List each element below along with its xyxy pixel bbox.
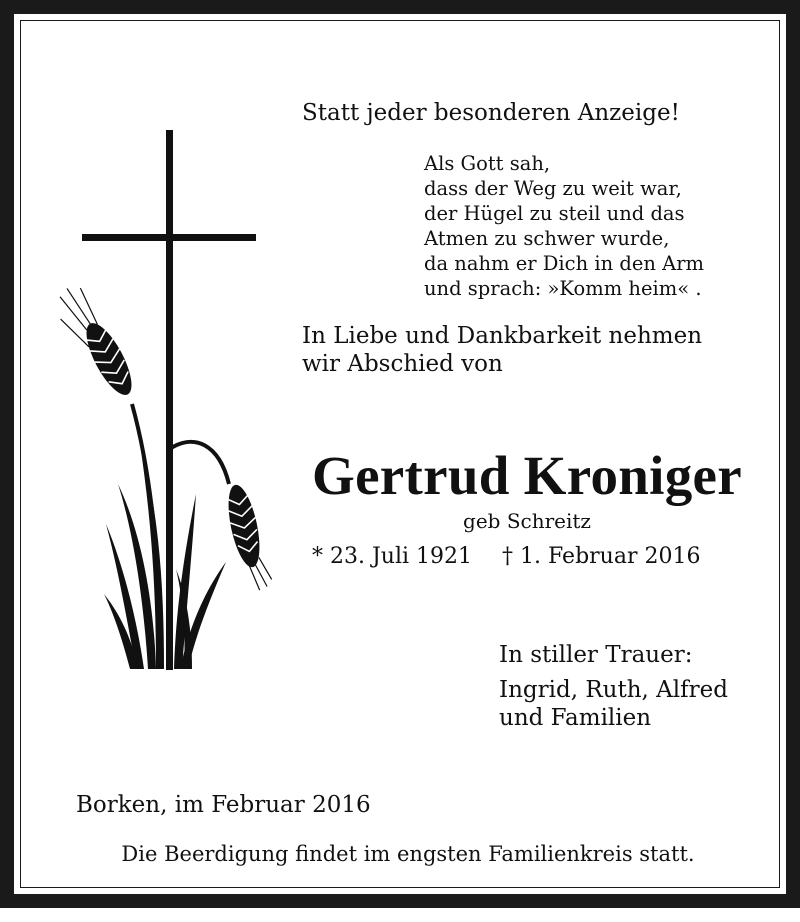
- farewell-line: In Liebe und Dankbarkeit nehmen: [302, 323, 703, 349]
- place-date: Borken, im Februar 2016: [76, 792, 371, 818]
- farewell-text: [302, 322, 702, 378]
- poem-line: Als Gott sah,: [424, 152, 551, 175]
- poem-line: Atmen zu schwer wurde,: [424, 227, 670, 250]
- grass-blades: [104, 444, 226, 669]
- mourning-label: In stiller Trauer:: [499, 642, 693, 668]
- wheat-ear-left: [49, 280, 140, 406]
- death-date: † 1. Februar 2016: [502, 544, 701, 569]
- poem-line: dass der Weg zu weit war,: [424, 177, 682, 200]
- headline: Statt jeder besonderen Anzeige!: [302, 100, 680, 126]
- poem-line: da nahm er Dich in den Arm: [424, 252, 705, 275]
- mourners-line: Ingrid, Ruth, Alfred: [499, 677, 728, 703]
- funeral-note: Die Beerdigung findet im engsten Familienkreis statt.: [121, 842, 695, 866]
- poem: [424, 151, 704, 301]
- maiden-name: geb Schreitz: [463, 509, 591, 533]
- birth-date: * 23. Juli 1921: [312, 544, 473, 569]
- life-dates: [312, 544, 700, 569]
- wheat-ear-right: [223, 482, 274, 594]
- poem-line: der Hügel zu steil und das: [424, 202, 685, 225]
- farewell-line: wir Abschied von: [302, 351, 503, 377]
- mourners: [499, 676, 728, 732]
- cross-icon: [82, 130, 256, 670]
- deceased-name: Gertrud Kroniger: [312, 445, 742, 506]
- mourners-line: und Familien: [499, 705, 652, 731]
- poem-line: und sprach: »Komm heim« .: [424, 277, 702, 300]
